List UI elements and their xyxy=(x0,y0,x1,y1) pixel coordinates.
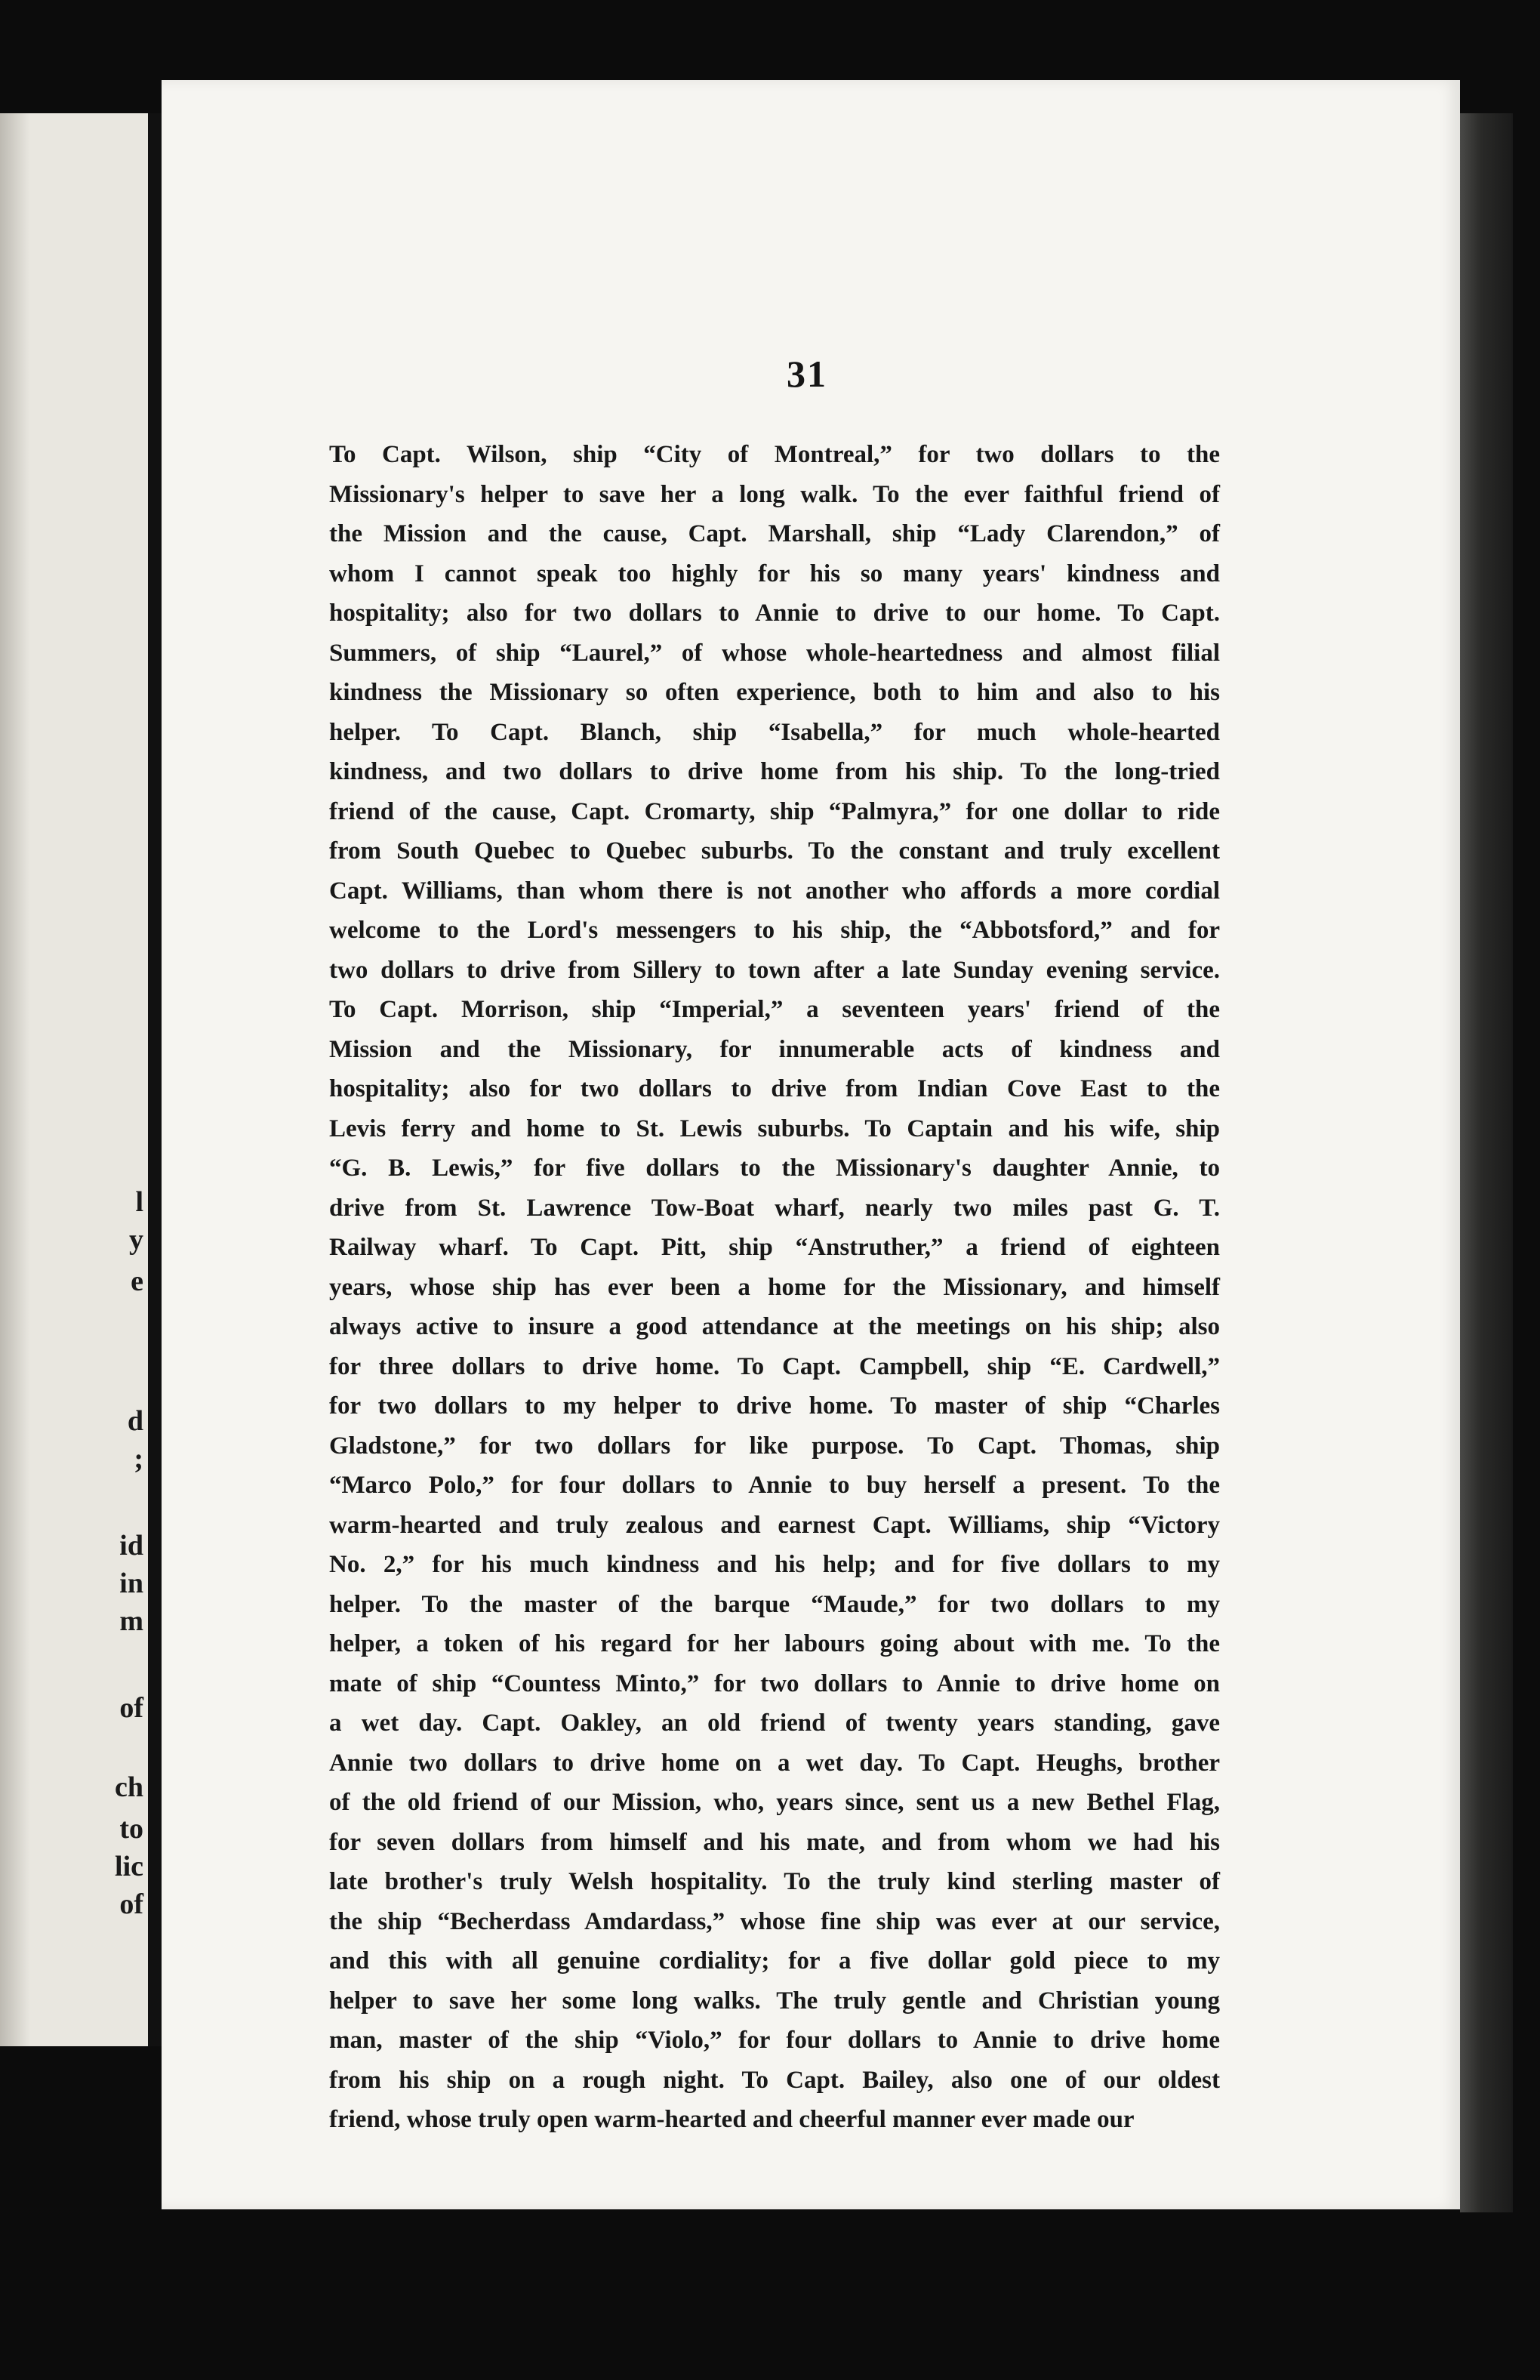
text-line: Railway wharf. To Capt. Pitt, ship “Anstruther,” a friend of eighteen xyxy=(329,1234,1220,1261)
margin-fragment: m xyxy=(119,1605,143,1637)
margin-fragment: e xyxy=(131,1266,143,1297)
text-line: Gladstone,” for two dollars for like purpose. To Capt. Thomas, ship xyxy=(329,1432,1220,1460)
text-line: Annie two dollars to drive home on a wet day. To Capt. Heughs, brother xyxy=(329,1749,1220,1777)
text-line: “G. B. Lewis,” for five dollars to the Missionary's daughter Annie, to xyxy=(329,1155,1220,1182)
text-line: and this with all genuine cordiality; for a five dollar gold piece to my xyxy=(329,1947,1220,1975)
text-line: Mission and the Missionary, for innumerable acts of kindness and xyxy=(329,1035,1220,1063)
text-line: for seven dollars from himself and his mate, and from whom we had his xyxy=(329,1828,1220,1856)
text-line: Levis ferry and home to St. Lewis suburbs. To Captain and his wife, ship xyxy=(329,1114,1220,1142)
text-line: To Capt. Wilson, ship “City of Montreal,” for two dollars to the xyxy=(329,441,1220,468)
text-line: whom I cannot speak too highly for his so many years' kindness and xyxy=(329,560,1220,587)
text-line: helper to save her some long walks. The truly gentle and Christian young xyxy=(329,1987,1220,2015)
left-page-edge xyxy=(0,113,30,2046)
book-gutter xyxy=(148,113,162,2046)
text-line: hospitality; also for two dollars to drive from Indian Cove East to the xyxy=(329,1075,1220,1102)
margin-fragment: l xyxy=(135,1186,143,1218)
margin-fragment: in xyxy=(119,1568,143,1599)
text-line: drive from St. Lawrence Tow-Boat wharf, nearly two miles past G. T. xyxy=(329,1194,1220,1222)
page-number: 31 xyxy=(787,353,827,395)
text-line: a wet day. Capt. Oakley, an old friend of twenty years standing, gave xyxy=(329,1709,1220,1737)
margin-fragment: id xyxy=(119,1530,143,1561)
page-stack-edge xyxy=(1460,113,1513,2212)
text-line: mate of ship “Countess Minto,” for two dollars to Annie to drive home on xyxy=(329,1669,1220,1697)
body-text xyxy=(329,435,1220,2140)
right-page xyxy=(162,80,1460,2209)
text-line: welcome to the Lord's messengers to his ship, the “Abbotsford,” and for xyxy=(329,917,1220,944)
text-line: of the old friend of our Mission, who, years since, sent us a new Bethel Flag, xyxy=(329,1789,1220,1816)
text-line: hospitality; also for two dollars to Annie to drive to our home. To Capt. xyxy=(329,600,1220,627)
margin-fragment: ch xyxy=(115,1771,143,1803)
margin-fragment: to xyxy=(119,1813,143,1845)
text-line: Summers, of ship “Laurel,” of whose whole-heartedness and almost filial xyxy=(329,639,1220,667)
text-line: for two dollars to my helper to drive home. To master of ship “Charles xyxy=(329,1392,1220,1420)
margin-fragment: of xyxy=(119,1888,143,1920)
text-line: To Capt. Morrison, ship “Imperial,” a seventeen years' friend of the xyxy=(329,996,1220,1023)
margin-fragment: ; xyxy=(134,1443,143,1475)
text-line: two dollars to drive from Sillery to town after a late Sunday evening service. xyxy=(329,956,1220,984)
text-line: helper, a token of his regard for her labours going about with me. To the xyxy=(329,1630,1220,1657)
margin-fragment: lic xyxy=(115,1851,143,1882)
left-page xyxy=(0,113,148,2046)
margin-fragment: y xyxy=(129,1224,143,1256)
text-line: from his ship on a rough night. To Capt. Bailey, also one of our oldest xyxy=(329,2066,1220,2094)
text-line: the ship “Becherdass Amdardass,” whose fine ship was ever at our service, xyxy=(329,1907,1220,1935)
text-line: helper. To Capt. Blanch, ship “Isabella,” for much whole-hearted xyxy=(329,718,1220,746)
text-line: the Mission and the cause, Capt. Marshall, ship “Lady Clarendon,” of xyxy=(329,520,1220,547)
margin-fragment: d xyxy=(127,1405,143,1437)
text-line: warm-hearted and truly zealous and earnest Capt. Williams, ship “Victory xyxy=(329,1511,1220,1539)
text-line: Missionary's helper to save her a long walk. To the ever faithful friend of xyxy=(329,480,1220,508)
text-line: from South Quebec to Quebec suburbs. To the constant and truly excellent xyxy=(329,837,1220,865)
text-line: for three dollars to drive home. To Capt. Campbell, ship “E. Cardwell,” xyxy=(329,1352,1220,1380)
text-line: always active to insure a good attendance at the meetings on his ship; also xyxy=(329,1313,1220,1340)
text-line: Capt. Williams, than whom there is not another who affords a more cordial xyxy=(329,877,1220,905)
text-line: friend, whose truly open warm-hearted and cheerful manner ever made our xyxy=(329,2106,1135,2133)
text-line: helper. To the master of the barque “Maude,” for two dollars to my xyxy=(329,1590,1220,1618)
text-line: years, whose ship has ever been a home for the Missionary, and himself xyxy=(329,1273,1220,1301)
text-line: No. 2,” for his much kindness and his help; and for five dollars to my xyxy=(329,1551,1220,1578)
text-line: kindness, and two dollars to drive home from his ship. To the long-tried xyxy=(329,758,1220,785)
margin-fragment: of xyxy=(119,1692,143,1724)
text-line: kindness the Missionary so often experience, both to him and also to his xyxy=(329,679,1220,706)
text-line: late brother's truly Welsh hospitality. To the truly kind sterling master of xyxy=(329,1868,1220,1895)
text-line: friend of the cause, Capt. Cromarty, ship “Palmyra,” for one dollar to ride xyxy=(329,797,1220,825)
text-line: man, master of the ship “Violo,” for four dollars to Annie to drive home xyxy=(329,2027,1220,2054)
text-line: “Marco Polo,” for four dollars to Annie to buy herself a present. To the xyxy=(329,1472,1220,1499)
